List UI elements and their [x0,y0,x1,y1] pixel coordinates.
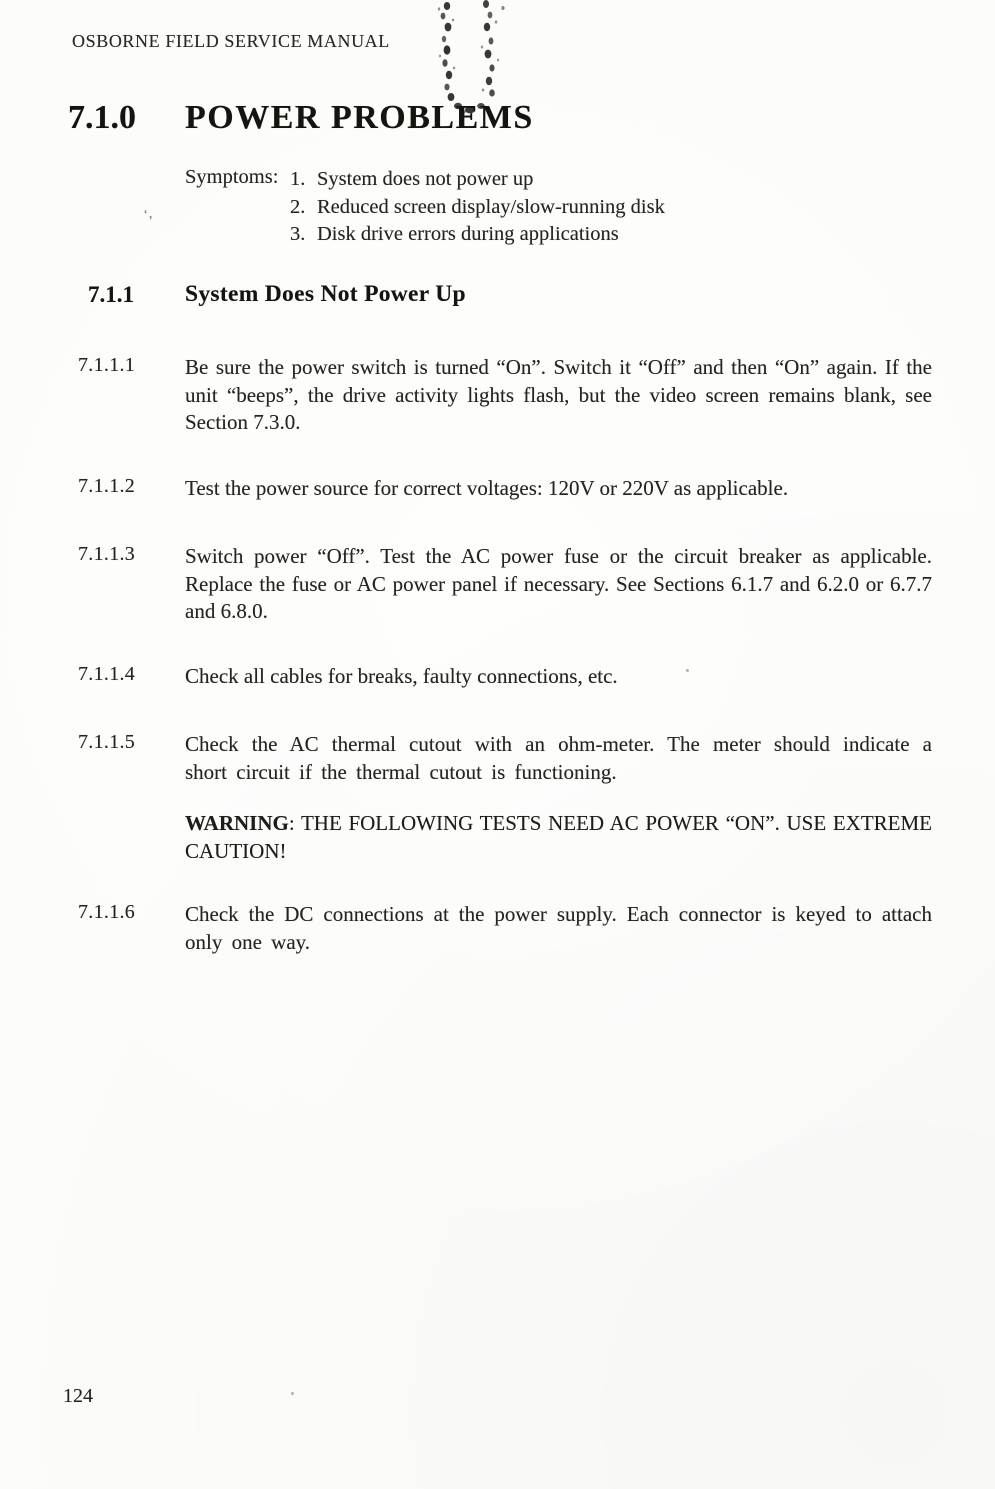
subsection-title: System Does Not Power Up [185,281,466,307]
warning-label: WARNING [185,811,289,835]
section-number: 7.1.0 [68,99,136,136]
scan-speck [686,669,689,672]
step-number: 7.1.1.1 [78,354,136,376]
symptom-number: 1. [290,168,306,190]
step-text: Check all cables for breaks, faulty connections, etc. [185,664,618,688]
symptom-text: Reduced screen display/slow-running disk [317,195,665,218]
symptoms-list [290,166,665,249]
step-text: Test the power source for correct voltages: 120V or 220V as applicable. [185,476,789,500]
symptom-number: 3. [290,223,306,245]
step-text: Check the DC connections at the power supply. Each connector is keyed to attach only one way. [185,902,932,954]
running-header: OSBORNE FIELD SERVICE MANUAL [72,31,390,51]
step-number: 7.1.1.6 [78,901,136,923]
step-text: Be sure the power switch is turned “On”. Switch it “Off” and then “On” again. If the unit “beeps”, the drive activity lights flash, but the video screen remains blank, see Section 7.3.0. [185,355,932,434]
symptoms-label: Symptoms: [185,166,279,188]
scan-artifact: ʻ, [142,205,153,222]
symptom-item [290,166,665,194]
page-number: 124 [63,1385,93,1407]
symptom-item [290,221,665,249]
symptom-text: System does not power up [317,168,534,190]
step-text: Switch power “Off”. Test the AC power fuse or the circuit breaker as applicable. Replace the fuse or AC power panel if necessary. See Sections 6.1.7 and 6.2.0 or 6.7.7 and 6.8.0. [185,544,932,623]
subsection-number: 7.1.1 [88,282,134,307]
symptom-number: 2. [290,195,306,218]
section-title: POWER PROBLEMS [185,99,534,136]
symptom-item [290,194,665,222]
scan-speck [291,1392,294,1395]
symptom-text: Disk drive errors during applications [317,223,619,245]
warning-paragraph [185,809,932,865]
step-number: 7.1.1.4 [78,663,136,685]
step-number: 7.1.1.2 [78,475,136,497]
step-number: 7.1.1.3 [78,543,136,565]
step-number: 7.1.1.5 [78,731,136,753]
step-text: Check the AC thermal cutout with an ohm-meter. The meter should indicate a short circuit if the thermal cutout is functioning. [185,732,932,784]
warning-text: : THE FOLLOWING TESTS NEED AC POWER “ON”. USE EXTREME CAUTION! [185,811,932,863]
